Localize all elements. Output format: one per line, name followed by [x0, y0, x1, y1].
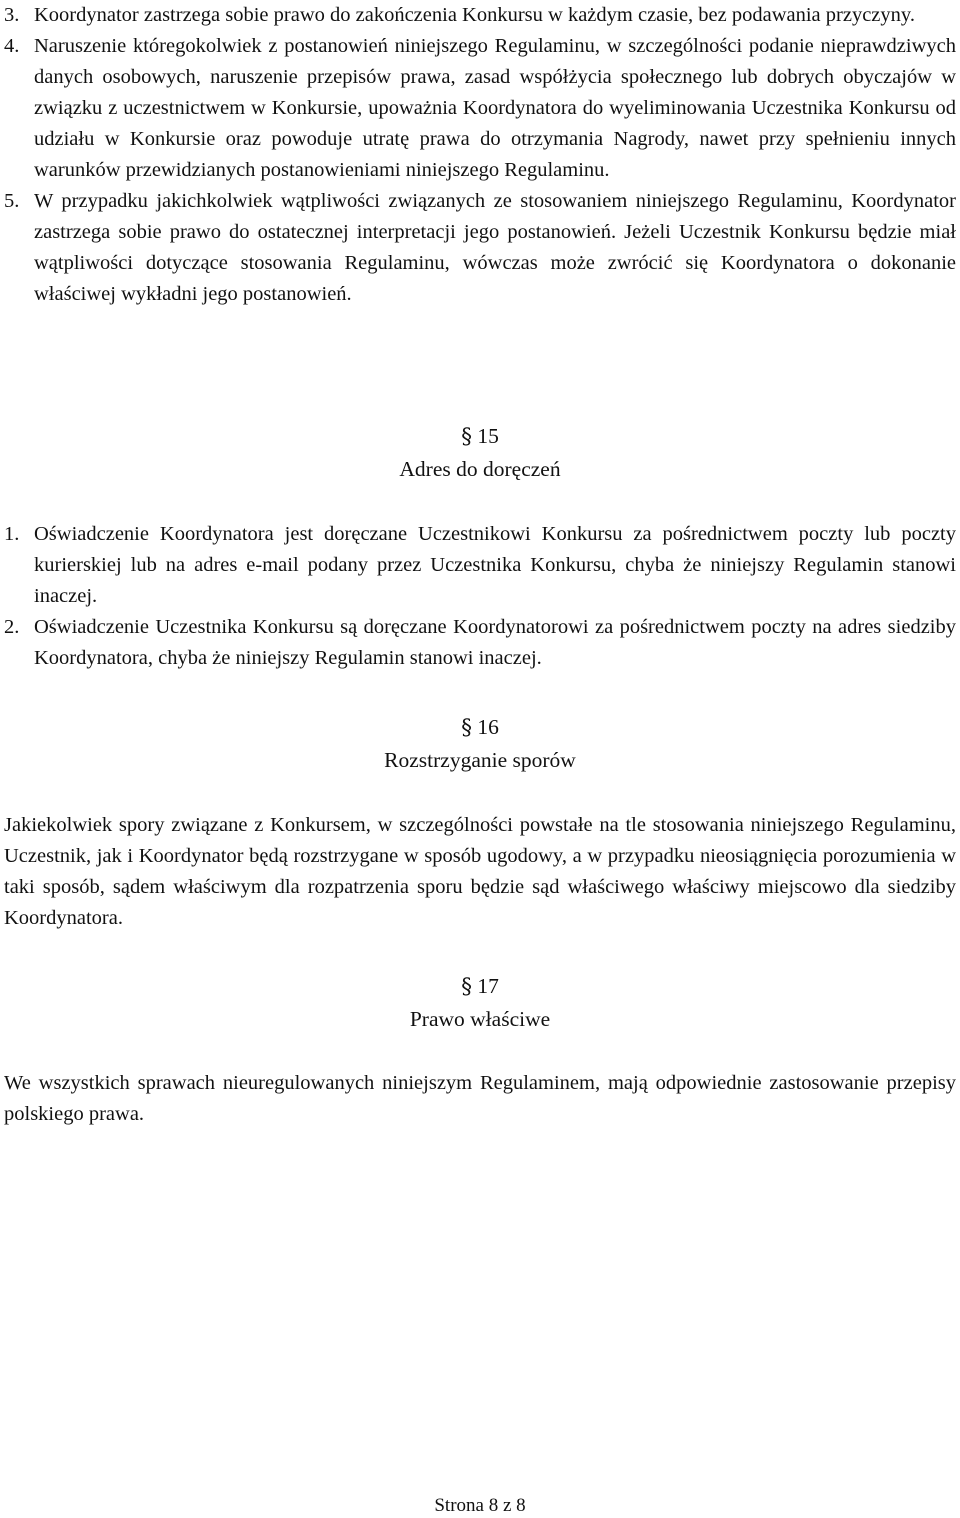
item-number: 3. [4, 4, 20, 26]
paragraph-symbol: § [461, 424, 472, 449]
section-title: Rozstrzyganie sporów [384, 748, 576, 772]
footer-page-number: 8 [488, 1495, 499, 1516]
section-14-items [4, 0, 956, 310]
page-footer [0, 1494, 960, 1518]
list-item [4, 186, 956, 310]
item-number: 4. [4, 35, 20, 57]
section-15-heading [0, 420, 960, 486]
section-15-items [4, 519, 956, 674]
numbered-list [4, 519, 956, 674]
item-number: 2. [4, 616, 20, 638]
section-number [0, 970, 960, 1003]
section-number-value: 16 [477, 715, 499, 739]
paragraph-symbol: § [461, 715, 472, 740]
list-item [4, 519, 956, 612]
numbered-list [4, 0, 956, 310]
item-text: Naruszenie któregokolwiek z postanowień niniejszego Regulaminu, w szczególności podanie nieprawdziwych danych osobowych, naruszenie przepisów prawa, zasad współżycia społecznego lub dobrych obyczajów w związku z uczestnictwem w Konkursie, upoważnia Koordynatora do wyeliminowania Uczestnika Konkursu od udziału w Konkursie oraz powoduje utratę prawa do otrzymania Nagrody, nawet przy spełnieniu innych warunków przewidzianych postanowieniami niniejszego Regulaminu. [34, 35, 956, 181]
footer-total-pages: 8 [516, 1495, 526, 1516]
list-item [4, 31, 956, 186]
item-number: 5. [4, 190, 20, 212]
item-number: 1. [4, 523, 20, 545]
list-item [4, 612, 956, 674]
section-17-text: We wszystkich sprawach nieuregulowanych niniejszym Regulaminem, mają odpowiednie zastosowanie przepisy polskiego prawa. [4, 1072, 956, 1125]
section-number [0, 711, 960, 744]
section-number [0, 420, 960, 453]
footer-prefix: Strona [434, 1495, 484, 1516]
section-title: Adres do doręczeń [399, 457, 561, 481]
section-number-value: 15 [477, 424, 499, 448]
paragraph-symbol: § [461, 974, 472, 999]
section-16-heading [0, 711, 960, 777]
list-item [4, 0, 956, 31]
section-16-text: Jakiekolwiek spory związane z Konkursem, w szczególności powstałe na tle stosowania niniejszego Regulaminu, Uczestnik, jak i Koordynator będą rozstrzygane w sposób ugodowy, a w przypadku nieosiągnięcia porozumienia w taki sposób, sądem właściwym dla rozpatrzenia sporu będzie sąd właściwego właściwy miejscowo dla siedziby Koordynatora. [4, 814, 956, 929]
item-text: Koordynator zastrzega sobie prawo do zakończenia Konkursu w każdym czasie, bez podawania przyczyny. [34, 4, 915, 26]
item-text: Oświadczenie Uczestnika Konkursu są doręczane Koordynatorowi za pośrednictwem poczty na adres siedziby Koordynatora, chyba że niniejszy Regulamin stanowi inaczej. [34, 616, 956, 669]
section-title: Prawo właściwe [409, 1007, 551, 1031]
item-text: Oświadczenie Koordynatora jest doręczane Uczestnikowi Konkursu za pośrednictwem poczty lub poczty kurierskiej lub na adres e-mail podany przez Uczestnika Konkursu, chyba że niniejszy Regulamin stanowi inaczej. [34, 523, 956, 607]
footer-separator: z [502, 1495, 512, 1516]
section-17-heading [0, 970, 960, 1036]
item-text: W przypadku jakichkolwiek wątpliwości związanych ze stosowaniem niniejszego Regulaminu, Koordynator zastrzega sobie prawo do ostatecznej interpretacji jego postanowień. Jeżeli Uczestnik Konkursu będzie miał wątpliwości dotyczące stosowania Regulaminu, wówczas może zwrócić się Koordynatora o dokonanie właściwej wykładni jego postanowień. [34, 190, 956, 305]
section-number-value: 17 [477, 974, 499, 998]
